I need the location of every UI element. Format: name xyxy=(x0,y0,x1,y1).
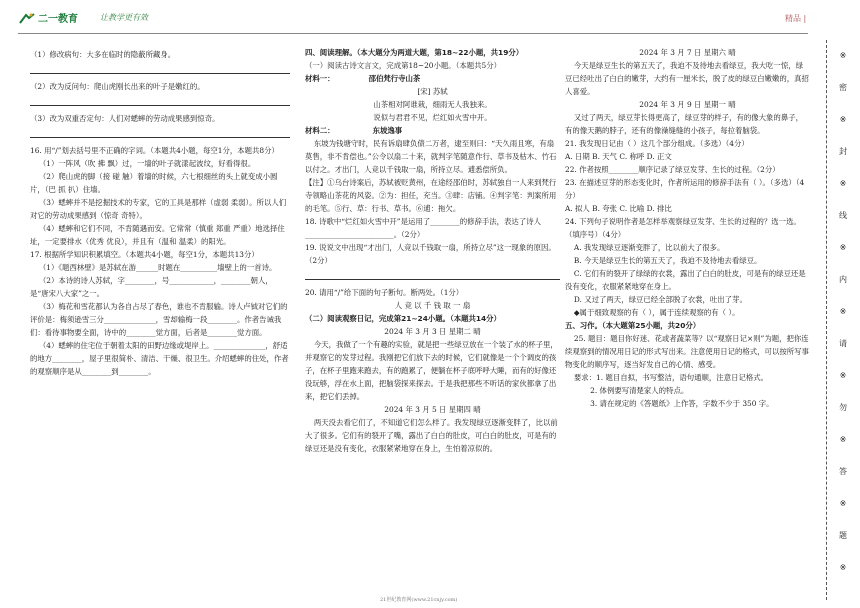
middle-column xyxy=(305,46,560,455)
seal-line-char: 内 xyxy=(839,275,847,284)
q24: 24. 下列句子说明作者是怎样举观察绿豆发芽、生长的过程的？选一选。（填序号）（4分） xyxy=(565,217,801,239)
q21-options: A. 日期 B. 天气 C. 称呼 D. 正文 xyxy=(565,152,672,161)
q17-d: （4）蟋蟀的住宅位于朝着太阳的田野边缘或堤岸上。______________，舒适的地方________，屋子里很简朴、清洁、干燥、很卫生。介绍蟋蟀的住处，作者的观察顺序是从________到________。 xyxy=(30,341,289,376)
page-header xyxy=(0,0,860,40)
q22: 22. 作者按照________顺序记录了绿豆发芽、生长的过程。（2分） xyxy=(565,165,780,174)
q17-c: （3）梅花和雪花都认为各自占尽了春色，谁也不肯服输。诗人卢钺对它们的评价是：梅须逊雪三分______________，雪却输梅一段________。作者告诫我们：看待事物要全面，诗中的________觉方面，后者是________觉方面。 xyxy=(30,302,288,337)
seal-line-text xyxy=(836,40,850,584)
q17-a: （1）《题西林壁》是苏轼在游______时题在__________墙壁上的一首诗。 xyxy=(38,263,277,272)
requirement-1: 要求：1. 题目自拟，书写整洁，语句通顺，注意日记格式。 xyxy=(573,373,769,382)
seal-line-char: ※ xyxy=(839,179,847,188)
q24-e: ◆属于细致观察的有（ ），属于连续观察的有（ ）。 xyxy=(573,308,740,317)
section-5-title: 五、习作。（本大题第25小题，共20分） xyxy=(565,321,701,330)
left-column xyxy=(30,48,290,378)
q17: 17. 根据所学知识积累填空。（本题共4小题，每空1分，本题共13分） xyxy=(30,250,259,259)
answer-line[interactable] xyxy=(30,95,290,106)
prose-title: 东坡逸事 xyxy=(372,126,403,135)
material-2-label: 材料二： xyxy=(305,126,335,135)
q24-b: B. 今天是绿豆生长的第五天了，我迫不及待地去看绿豆。 xyxy=(573,256,762,265)
answer-line[interactable] xyxy=(30,63,290,74)
seal-line-char: ※ xyxy=(839,307,847,316)
seal-line-char: 答 xyxy=(839,467,847,476)
seal-line-char: ※ xyxy=(839,499,847,508)
runner-logo-icon xyxy=(18,13,36,25)
q15-3: （3）改为双重否定句：人们对蟋蟀的劳动成果感到惊奇。 xyxy=(30,114,220,123)
diary-3-text: 今天是绿豆生长的第五天了，我迫不及待地去看绿豆，我大吃一惊，绿豆已经吐出了白白的嫩芽，大约有一厘米长，脱了皮的绿豆白嫩嫩的，真招人喜爱。 xyxy=(565,61,809,96)
requirement-3: 3. 请在规定的《答题纸》上作答，字数不少于 350 字。 xyxy=(590,399,774,408)
q17-b: （2）本诗的诗人苏轼，字________，号____________，________朝人，是“唐宋八大家”之一。 xyxy=(30,276,273,298)
poem-author: [宋] 苏轼 xyxy=(417,87,448,96)
answer-line[interactable] xyxy=(30,127,290,138)
poem-title: 邵伯梵行寺山茶 xyxy=(368,74,421,83)
logo xyxy=(18,10,78,25)
q16-d: （4）蟋蟀和它们不同，不肯随遇而安。它常常（慎重 郑重 严重）地选择住址，一定要排水（优秀 优良），并且有（温和 温柔）的阳光。 xyxy=(30,224,285,246)
seal-line-char: 封 xyxy=(839,147,847,156)
poem-line-2: 说似与君君不见，烂红如火雪中开。 xyxy=(373,113,492,122)
header-divider xyxy=(18,33,808,34)
seal-line xyxy=(826,40,827,600)
q16: 16. 用“/”划去括号里不正确的字词。（本题共4小题，每空1分，本题共8分） xyxy=(30,146,279,155)
q24-a: A. 我发现绿豆逐渐变胖了，比以前大了很多。 xyxy=(573,243,725,252)
diary-1-date: 2024 年 3 月 3 日 星期二 晴 xyxy=(384,327,481,336)
q20: 20. 请用“/”给下面的句子断句。断两处。（1分） xyxy=(305,288,464,297)
q16-c: （3）蟋蟀并不是挖掘技术的专家，它的工具是那样（虚弱 柔弱）。所以人们对它的劳动成果感到（惊奇 奇特）。 xyxy=(30,198,287,220)
seal-line-char: ※ xyxy=(839,563,847,572)
q21: 21. 我发现日记由（ ）这几个部分组成。（多选）（4分） xyxy=(565,139,749,148)
q23-options: A. 拟人 B. 夸张 C. 比喻 D. 排比 xyxy=(565,204,672,213)
diary-4-date: 2024 年 3 月 9 日 星期一 晴 xyxy=(639,100,736,109)
q24-c: C. 它们有的裂开了绿绿的衣裳，露出了白白的肚皮，可是有的绿豆还是没有变化，衣服紧紧地穿在身上。 xyxy=(565,269,806,291)
diary-4-text: 又过了两天，绿豆芽长得更高了，绿豆芽的样子，有的像大象的鼻子，有的像天鹅的脖子，还有的像澡缝缝的小孩子，每拉着脑袋。 xyxy=(565,113,803,135)
footer-watermark: 21世纪教育网(www.21cnjy.com) xyxy=(380,597,458,603)
logo-text: 二一教育 xyxy=(38,14,78,25)
q20-sentence: 人 竞 以 千 钱 取 一 扇 xyxy=(394,301,471,310)
poem-line-1: 山茶相对阿谁栽，细雨无人我独来。 xyxy=(373,100,492,109)
seal-line-char: ※ xyxy=(839,243,847,252)
quality-label: 精品 | xyxy=(785,14,807,23)
q16-b: （2）爬山虎的脚（接 碰 触）着墙的时候，六七根细丝的头上就变成小圆片，（巴 抓 扒）住墙。 xyxy=(30,172,278,194)
section-4-title: 四、阅读理解。（本大题分为两道大题，第18~22小题，共19分） xyxy=(305,48,524,57)
right-column xyxy=(565,46,810,410)
q24-d: D. 又过了两天，绿豆已经全部脱了衣裳，吐出了芽。 xyxy=(573,295,747,304)
requirement-2: 2. 体例要写清楚家人的特点。 xyxy=(590,386,689,395)
q23: 23. 在描述豆芽的形态变化时，作者所运用的修辞手法有（ ）。（多选）（4分） xyxy=(565,178,805,200)
seal-line-char: 勿 xyxy=(839,403,847,412)
seal-line-char: ※ xyxy=(839,115,847,124)
material-1-label: 材料一： xyxy=(305,74,335,83)
q18: 18. 诗歌中“烂红如火雪中开”是运用了________的修辞手法，表达了诗人________________________。（2分） xyxy=(305,217,541,239)
subsection-2: （二）阅读观察日记，完成第21~24小题。（本题共14分） xyxy=(305,314,501,323)
answer-line[interactable] xyxy=(305,269,560,280)
diary-1-text: 今天，我做了一个有趣的实验，就是把一些绿豆放在一个装了水的杯子里，并观察它的发芽过程。我刚把它们放下去的时候，它们就像是一个个调皮的孩子，在杯子里跑来跑去，有的跑累了，便躺在杯子底呼呼大睡，而有的好像还没玩够，浮在水上面，把脑袋探来探去。于是我把那些不听话的家伙都拿了出来，把它们丢掉。 xyxy=(305,340,558,401)
seal-line-char: ※ xyxy=(839,371,847,380)
prose-text: 东坡为钱塘守时，民有诉扇肆负债二万者，逮至则曰：“天久雨且寒，有扇莫售，非不肯偿也。”公令以扇二十来，就判字笔随意作行、草书及枯木、竹石以付之。才出门，人竞以千钱取一扇，所持立尽。逋悉偿所负。 xyxy=(305,139,557,174)
subsection-1: （一）阅读古诗文言文，完成第18~20小题。（本题共5分） xyxy=(305,61,501,70)
q25: 25. 题目：题目你好迷、花或者蔬菜等？以“观察日记×则”为题，把你连续观察到的情况用日记的形式写出来。注意使用日记的格式，可以按所写事物变化的顺序写，逐当好发自己的心情、感受。 xyxy=(565,334,809,369)
seal-line-char: 线 xyxy=(839,211,847,220)
diary-2-date: 2024 年 3 月 5 日 星期四 晴 xyxy=(384,405,481,414)
q19: 19. 说说文中出现“才出门，人竞以千钱取一扇，所持立尽”这一现象的原因。（2分） xyxy=(305,243,556,265)
seal-line-char: 题 xyxy=(839,531,847,540)
diary-2-text: 两天没去看它们了，不知道它们怎么样了。我发现绿豆逐渐变胖了，比以前大了很多。它们有的裂开了嘴，露出了白白的肚皮，可白白的肚皮，可是有的绿豆还是没有变化，衣服紧紧地穿在身上，生怕着凉似的。 xyxy=(305,418,558,453)
q15-1: （1）修改病句：大多在临时的隐蔽所藏身。 xyxy=(30,50,176,59)
diary-3-date: 2024 年 3 月 7 日 星期六 晴 xyxy=(639,48,736,57)
seal-line-char: 请 xyxy=(839,339,847,348)
seal-line-char: ※ xyxy=(839,51,847,60)
seal-line-char: 密 xyxy=(839,83,847,92)
q15-2: （2）改为反问句：爬山虎刚长出来的叶子是嫩红的。 xyxy=(30,82,205,91)
seal-line-char: ※ xyxy=(839,435,847,444)
q16-a: （1）一阵风（吹 拂 飘）过，一墙的叶子就漾起波纹，好看得很。 xyxy=(38,159,256,168)
footnote: 【注】①乌台诗案后，苏轼被贬黄州，在途经邵伯时，苏轼独自一人来到梵行寺领略山茶花的风姿。②为：担任，充当。③肆：店铺。④判字笔：判案所用的毛笔。⑤行、草：行书、草书。⑥逋：拖欠。 xyxy=(305,178,557,213)
slogan: 让教学更有效 xyxy=(100,13,148,22)
